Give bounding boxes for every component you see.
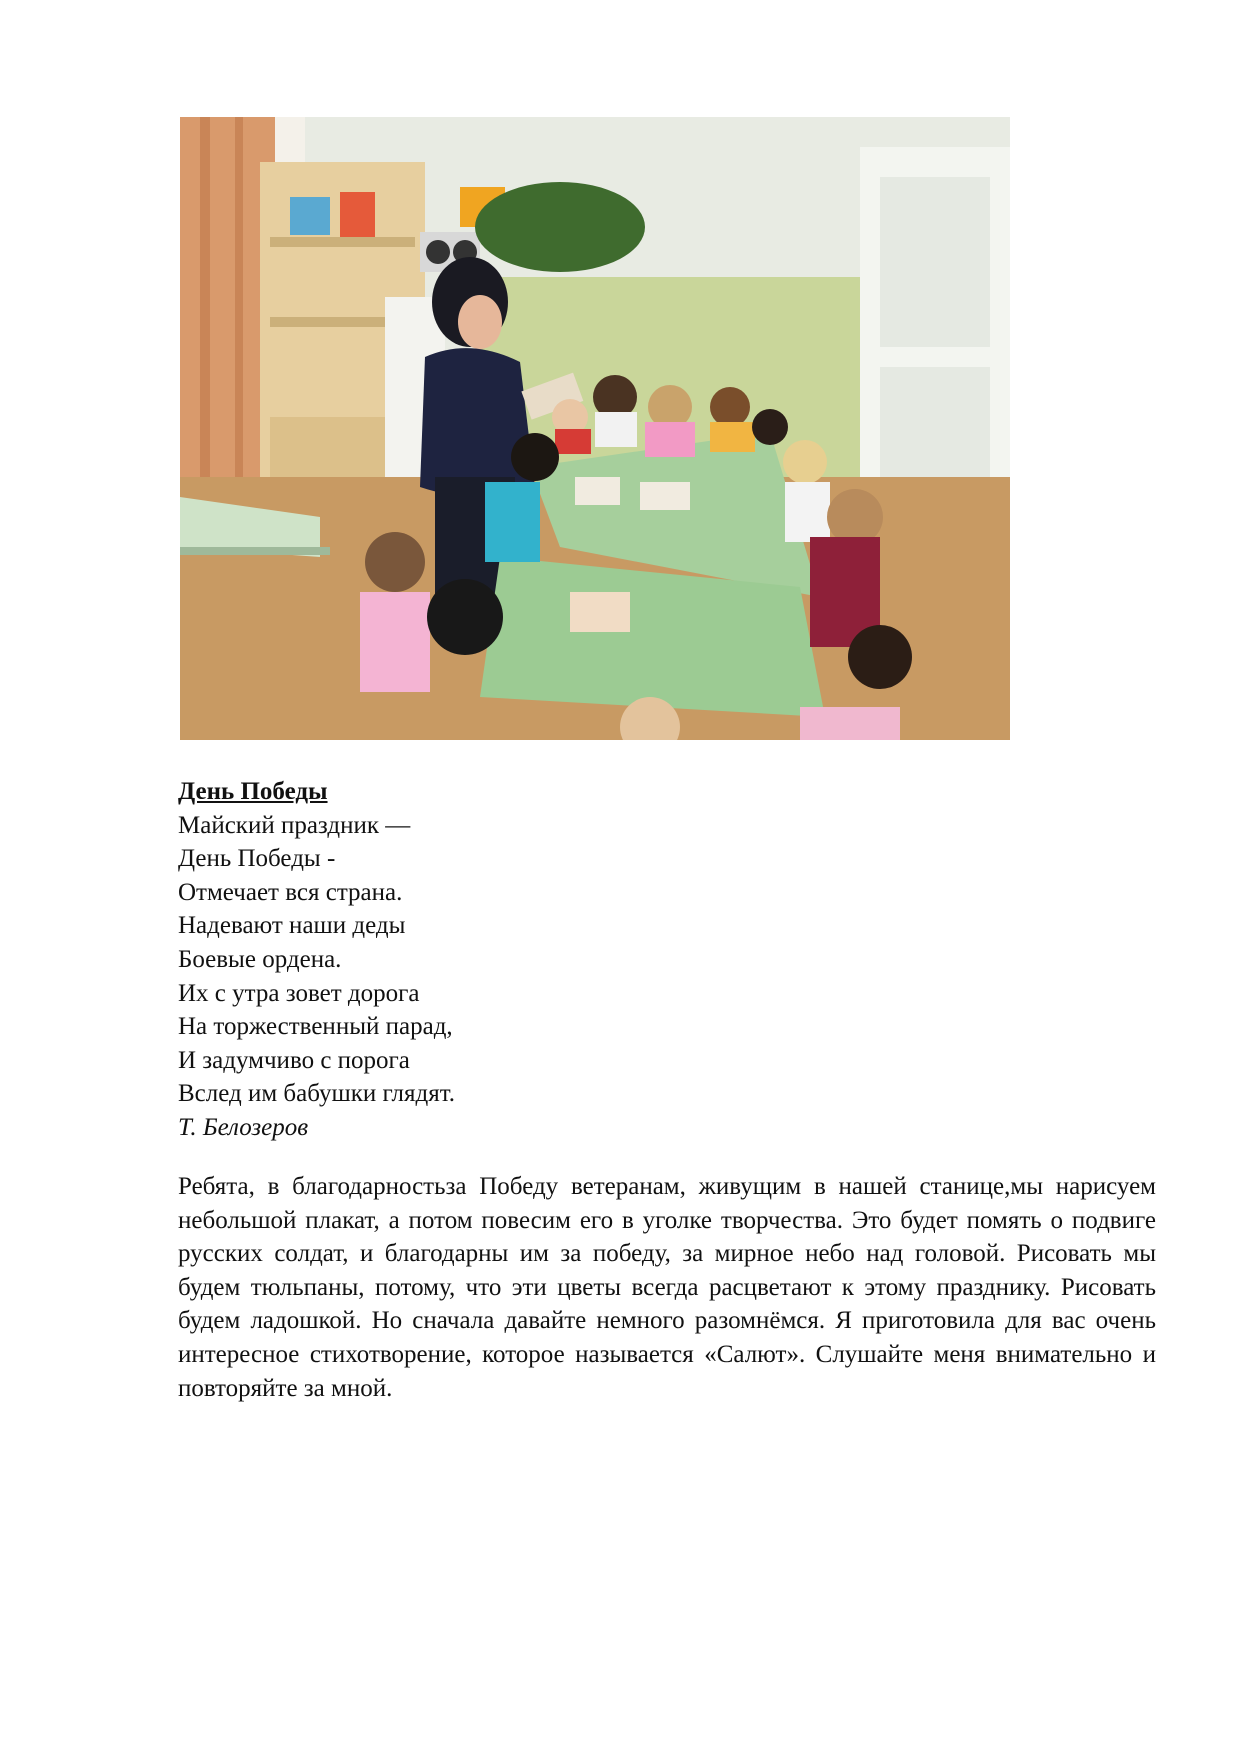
poem-line: Надевают наши деды [178, 912, 406, 940]
poem-line: День Победы - [178, 845, 336, 873]
poem-line: Вслед им бабушки глядят. [178, 1080, 456, 1108]
poem-line: И задумчиво с порога [178, 1046, 410, 1074]
poem-author: Т. Белозеров [178, 1113, 309, 1141]
poem-block [178, 775, 1156, 1145]
poem-title: День Победы [178, 778, 328, 805]
poem-line: Боевые ордена. [178, 945, 342, 973]
classroom-photo [180, 117, 1010, 740]
poem-line: Майский праздник — [178, 811, 411, 839]
poem-line: Отмечает вся страна. [178, 878, 403, 906]
poem-line: На торжественный парад, [178, 1013, 453, 1041]
body-paragraph: Ребята, в благодарностьза Победу ветеранам, живущим в нашей станице,мы нарисуем небольшой плакат, а потом повесим его в уголке творчества. Это будет помять о подвиге русских солдат, и благодарны им за победу, за мирное небо над головой. Рисовать мы будем тюльпаны, потому, что эти цветы всегда расцветают к этому празднику. Рисовать будем ладошкой. Но сначала давайте немного разомнёмся. Я приготовила для вас очень интересное стихотворение, которое называется «Салют». Слушайте меня внимательно и повторяйте за мной. [178, 1173, 1156, 1402]
poem-line: Их с утра зовет дорога [178, 979, 420, 1007]
